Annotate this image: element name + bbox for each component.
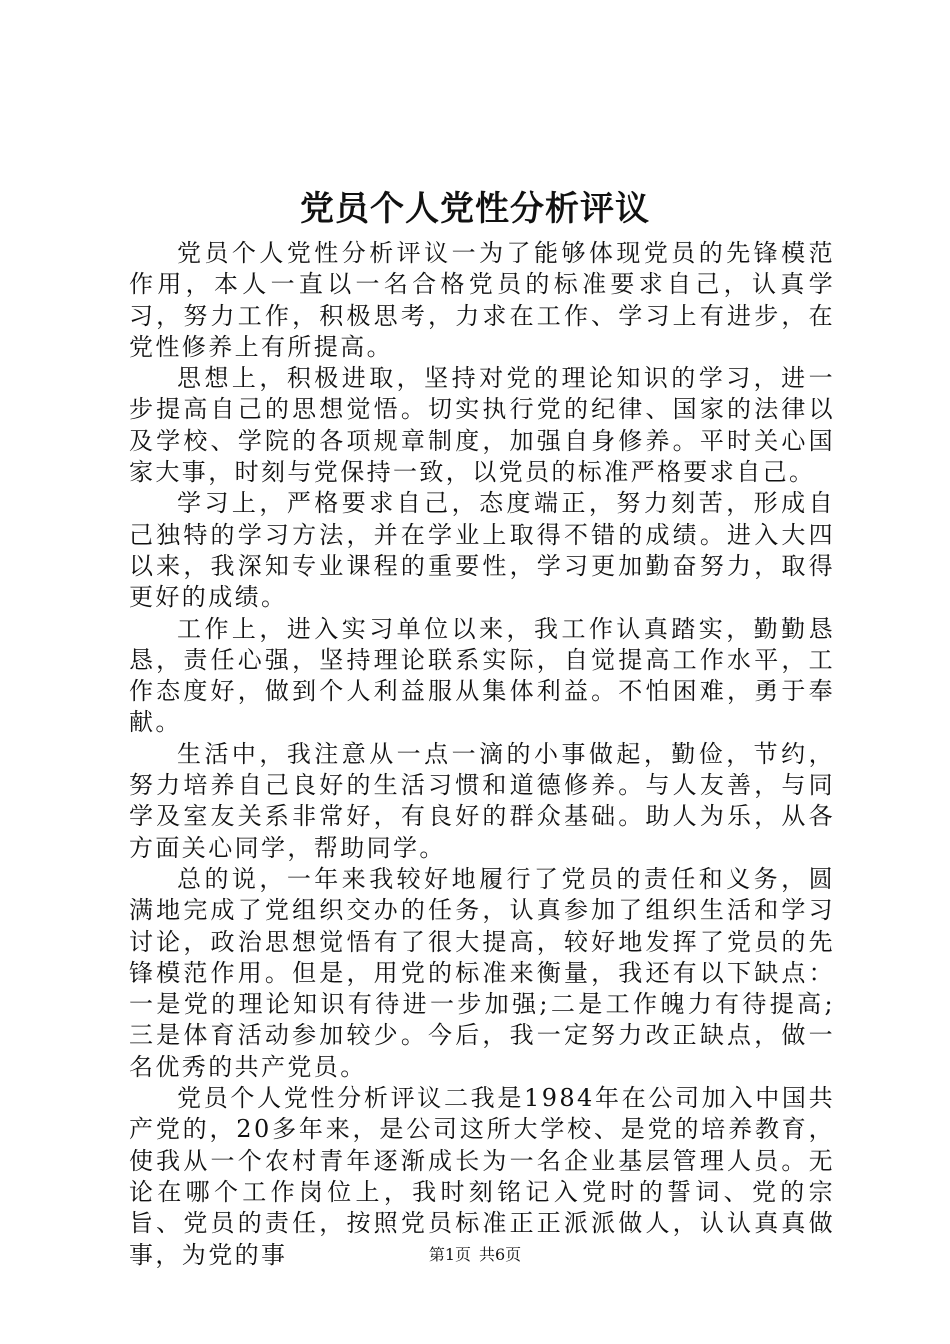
page-footer xyxy=(0,1243,950,1267)
paragraph-2: 思想上，积极进取，坚持对党的理论知识的学习，进一步提高自己的思想觉悟。切实执行党的纪律、国家的法律以及学校、学院的各项规章制度，加强自身修养。平时关心国家大事，时刻与党保持一致，以党员的标准严格要求自己。 xyxy=(129,364,835,487)
page-number: 第1页 xyxy=(428,1245,471,1264)
paragraph-1: 党员个人党性分析评议一为了能够体现党员的先锋模范作用，本人一直以一名合格党员的标准要求自己，认真学习，努力工作，积极思考，力求在工作、学习上有进步，在党性修养上有所提高。 xyxy=(129,239,835,361)
paragraph-3: 学习上，严格要求自己，态度端正，努力刻苦，形成自己独特的学习方法，并在学业上取得不错的成绩。进入大四以来，我深知专业课程的重要性，学习更加勤奋努力，取得更好的成绩。 xyxy=(129,489,835,612)
paragraph-4: 工作上，进入实习单位以来，我工作认真踏实，勤勤恳恳，责任心强，坚持理论联系实际，自觉提高工作水平，工作态度好，做到个人利益服从集体利益。不怕困难，勇于奉献。 xyxy=(129,614,835,737)
paragraph-7: 党员个人党性分析评议二我是1984年在公司加入中国共产党的，20多年来，是公司这所大学校、是党的培养教育，使我从一个农村青年逐渐成长为一名企业基层管理人员。无论在哪个工作岗位上，我时刻铭记入党时的誓词、党的宗旨、党员的责任，按照党员标准正正派派做人，认认真真做事，为党的事 xyxy=(129,1084,835,1269)
page-total: 共6页 xyxy=(479,1245,522,1264)
paragraph-5: 生活中，我注意从一点一滴的小事做起，勤俭，节约，努力培养自己良好的生活习惯和道德修养。与人友善，与同学及室友关系非常好，有良好的群众基础。助人为乐，从各方面关心同学，帮助同学。 xyxy=(129,739,835,862)
paragraph-6: 总的说，一年来我较好地履行了党员的责任和义务，圆满地完成了党组织交办的任务，认真参加了组织生活和学习讨论，政治思想觉悟有了很大提高，较好地发挥了党员的先锋模范作用。但是，用党的标准来衡量，我还有以下缺点：一是党的理论知识有待进一步加强;二是工作魄力有待提高;三是体育活动参加较少。今后，我一定努力改正缺点，做一名优秀的共产党员。 xyxy=(129,864,835,1081)
document-title: 党员个人党性分析评议 xyxy=(300,189,650,229)
document-body xyxy=(129,238,835,1271)
